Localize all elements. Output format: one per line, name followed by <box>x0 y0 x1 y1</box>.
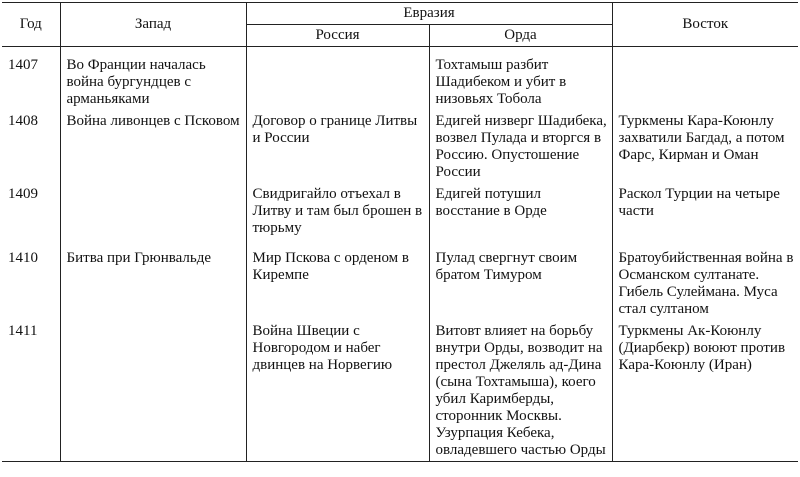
cell-east: Туркмены Кара-Коюнлу захватили Багдад, а потом Фарс, Кирман и Оман <box>612 108 798 181</box>
cell-horde: Едигей потушил восстание в Орде <box>429 181 612 245</box>
cell-year: 1408 <box>8 113 38 129</box>
header-year: Год <box>2 3 60 47</box>
cell-horde: Тохтамыш разбит Шадибеком и убит в низовьях Тобола <box>429 47 612 109</box>
cell-west: Битва при Грюнвальде <box>60 245 246 318</box>
cell-year: 1411 <box>2 318 60 462</box>
table-row <box>2 245 798 318</box>
cell-russia: Мир Пскова с орденом в Киремпе <box>246 245 429 318</box>
cell-russia: Свидригайло отъехал в Литву и там был брошен в тюрьму <box>246 181 429 245</box>
cell-west: Во Франции началась война бургундцев с арманьяками <box>60 47 246 109</box>
header-west: Запад <box>60 3 246 47</box>
header-east: Восток <box>612 3 798 47</box>
cell-russia: Война Швеции с Новгородом и набег двинцев на Норвегию <box>246 318 429 462</box>
cell-west <box>60 318 246 462</box>
cell-east: Раскол Турции на четыре части <box>612 181 798 245</box>
cell-year: 1410 <box>8 250 38 266</box>
cell-year: 1407 <box>8 57 38 73</box>
cell-west: Война ливонцев с Псковом <box>60 108 246 181</box>
chronology-table <box>2 2 798 462</box>
cell-russia <box>246 47 429 109</box>
table-row <box>2 108 798 181</box>
cell-west <box>60 181 246 245</box>
cell-east: Туркмены Ак-Коюнлу (Диарбекр) воюют против Кара-Коюнлу (Иран) <box>612 318 798 462</box>
cell-russia: Договор о границе Литвы и России <box>246 108 429 181</box>
table-row <box>2 47 798 109</box>
header-russia: Россия <box>246 25 429 47</box>
header-horde: Орда <box>429 25 612 47</box>
cell-east <box>612 47 798 109</box>
cell-horde: Витовт влияет на борьбу внутри Орды, возводит на престол Джеляль ад-Дина (сына Тохтамыша), коего убил Каримберды, сторонник Москвы. Узурпация Кебека, овладевшего частью Орды <box>429 318 612 462</box>
cell-horde: Пулад свергнут своим братом Тимуром <box>429 245 612 318</box>
table-row <box>2 181 798 245</box>
cell-horde: Едигей низверг Шадибека, возвел Пулада и вторгся в Россию. Опустошение России <box>429 108 612 181</box>
table-row <box>2 318 798 462</box>
cell-year: 1409 <box>8 186 38 202</box>
cell-east: Братоубийственная война в Османском султанате. Гибель Сулеймана. Муса стал султаном <box>612 245 798 318</box>
header-eurasia: Евразия <box>246 3 612 25</box>
